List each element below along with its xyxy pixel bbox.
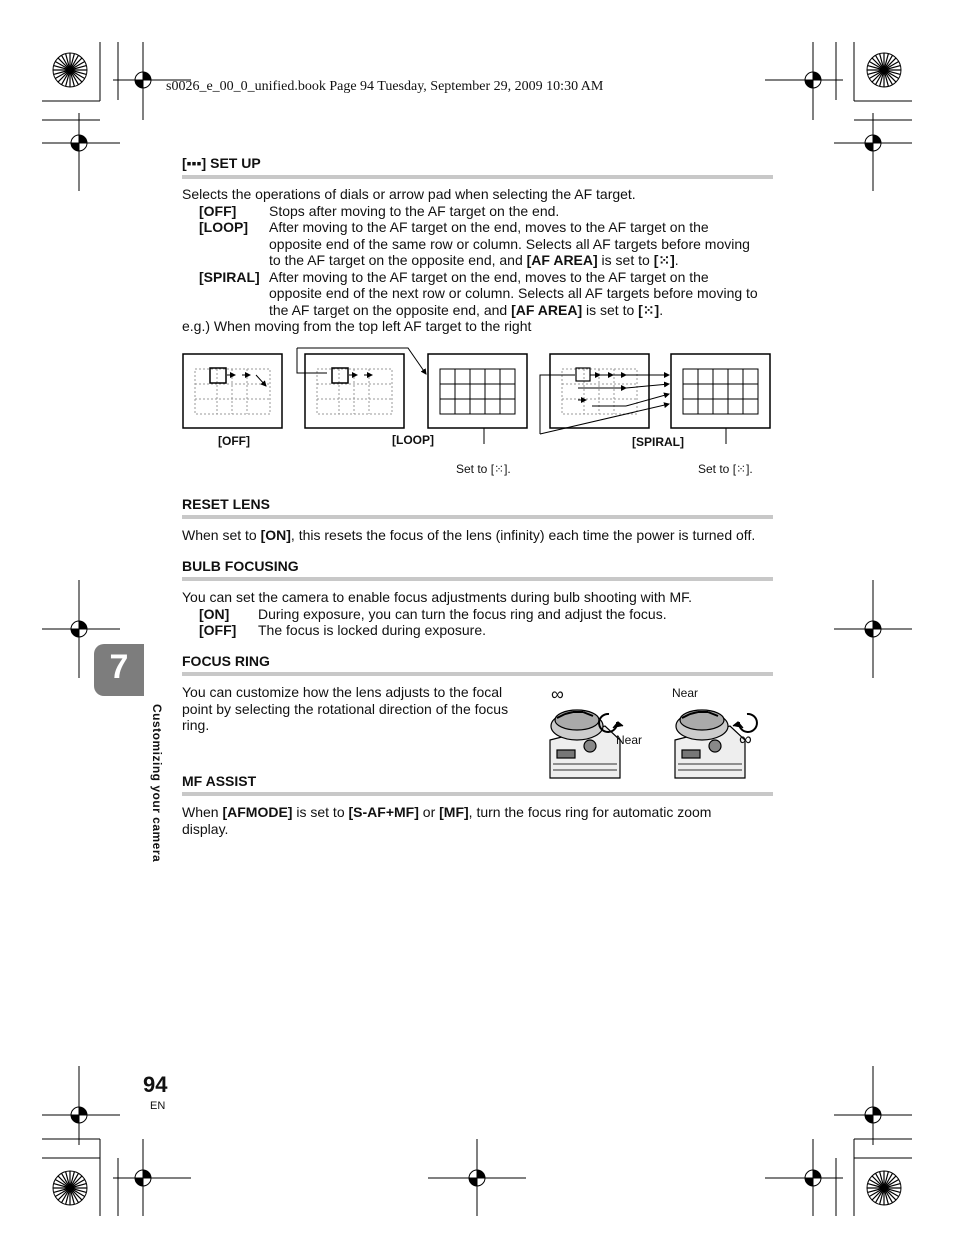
page-number: 94 (143, 1072, 168, 1097)
bulb-off-term: [OFF] (199, 622, 237, 638)
reset-lens-heading: RESET LENS (182, 496, 270, 512)
page-language: EN (150, 1100, 166, 1112)
reset-lens-heading-rule (182, 515, 773, 519)
near-label-1: Near (616, 733, 643, 747)
bulb-focusing-heading: BULB FOCUSING (182, 558, 299, 574)
text-run: . (659, 302, 664, 318)
diagram-loop-label: [LOOP] (392, 433, 434, 447)
text-run: or (418, 804, 440, 820)
bulb-on-term: [ON] (199, 606, 230, 622)
book-header-line: s0026_e_00_0_unified.book Page 94 Tuesday, September 29, 2009 10:30 AM (166, 79, 604, 94)
on-term: [ON] (260, 527, 291, 543)
diagram-set-to-2: Set to [⁙]. (698, 462, 753, 476)
text-run: is set to (582, 302, 639, 318)
diagram-spiral-label: [SPIRAL] (632, 435, 684, 449)
infinity-symbol-2: ∞ (739, 729, 752, 749)
bulb-focusing-intro: You can set the camera to enable focus adjustments during bulb shooting with MF. (182, 589, 693, 605)
mf-assist-line-2: display. (182, 821, 229, 837)
diagram-set-to-1: Set to [⁙]. (456, 462, 511, 476)
mf-assist-heading: MF ASSIST (182, 773, 257, 789)
setup-spiral-term: [SPIRAL] (199, 269, 260, 285)
chapter-number: 7 (109, 648, 129, 686)
saf-mf-term: [S-AF+MF] (348, 804, 419, 820)
setup-off-term: [OFF] (199, 203, 237, 219)
all-targets-icon: [⁙] (653, 252, 675, 268)
af-area-term: [AF AREA] (511, 302, 583, 318)
text-run: When (182, 804, 223, 820)
mf-assist-heading-rule (182, 792, 773, 796)
setup-loop-line-3 (269, 252, 679, 269)
text-run: to the AF target on the opposite end, and (269, 252, 527, 268)
text-run: is set to (597, 252, 654, 268)
text-run: , turn the focus ring for automatic zoom (468, 804, 712, 820)
reset-lens-text (182, 527, 755, 544)
setup-spiral-line-2: opposite end of the next row or column. Selects all AF targets before moving to (269, 285, 758, 301)
setup-heading: [▪▪▪] SET UP (182, 155, 261, 171)
bulb-focusing-heading-rule (182, 577, 773, 581)
afmode-term: [AFMODE] (222, 804, 293, 820)
setup-loop-line-1: After moving to the AF target on the end, moves to the AF target on the (269, 219, 709, 235)
focus-ring-line-2: point by selecting the rotational direction of the focus (182, 701, 509, 717)
text-run: When set to (182, 527, 261, 543)
all-targets-icon: [⁙] (638, 302, 660, 318)
text-run: , this resets the focus of the lens (infinity) each time the power is turned off. (290, 527, 756, 543)
text-run: . (674, 252, 679, 268)
mf-term: [MF] (439, 804, 469, 820)
mf-assist-line-1 (182, 804, 711, 821)
text-run: the AF target on the opposite end, and (269, 302, 512, 318)
setup-off-text: Stops after moving to the AF target on the end. (269, 203, 560, 219)
focus-ring-line-3: ring. (182, 717, 210, 733)
text-run: is set to (292, 804, 349, 820)
setup-heading-rule (182, 175, 773, 179)
setup-spiral-line-3 (269, 302, 663, 319)
chapter-label: Customizing your camera (150, 704, 164, 863)
near-label-2: Near (672, 686, 699, 700)
setup-spiral-line-1: After moving to the AF target on the end, moves to the AF target on the (269, 269, 709, 285)
setup-example: e.g.) When moving from the top left AF target to the right (182, 318, 532, 334)
setup-loop-term: [LOOP] (199, 219, 248, 235)
bulb-off-text: The focus is locked during exposure. (258, 622, 487, 638)
focus-ring-line-1: You can customize how the lens adjusts to the focal (182, 684, 503, 700)
infinity-symbol-1: ∞ (551, 684, 564, 704)
af-area-term: [AF AREA] (526, 252, 598, 268)
bulb-on-text: During exposure, you can turn the focus ring and adjust the focus. (258, 606, 667, 622)
focus-ring-heading: FOCUS RING (182, 653, 270, 669)
focus-ring-heading-rule (182, 672, 773, 676)
af-target-diagram (180, 344, 775, 444)
setup-intro: Selects the operations of dials or arrow pad when selecting the AF target. (182, 186, 636, 202)
diagram-off-label: [OFF] (218, 434, 250, 448)
setup-loop-line-2: opposite end of the same row or column. Selects all AF targets before moving (269, 236, 750, 252)
